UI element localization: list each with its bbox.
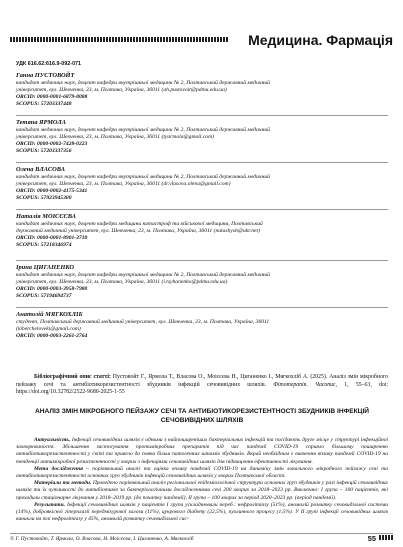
abstract-paragraph-label: Актуальність. [34, 437, 71, 443]
abstract-paragraph-text: – порівняльний аналіз та оцінка впливу пандемії COVID-19 на динаміку змін локального мікробного пейзажу сечі та антибіотикорезистентності основних груп збудників інфекцій сечовивідних шляхів у хворих Полтавської області. [16, 465, 388, 480]
header-stripe-decoration [10, 37, 228, 42]
author-block [16, 213, 376, 249]
author-scopus [16, 293, 376, 300]
author-affiliation-line: кандидат медичних наук, доцент кафедри внутрішньої медицини № 2, Полтавський державний медичний [16, 127, 270, 133]
abstract-paragraph-label: Матеріали та методи. [34, 480, 92, 487]
scopus-label: SCOPUS: [16, 242, 40, 248]
abstract-paragraph [16, 480, 388, 502]
author-divider [16, 162, 388, 163]
scopus-label: SCOPUS: [16, 148, 40, 154]
author-affiliation-line: кандидат медичних наук, доцент кафедри внутрішньої медицини № 2, Полтавський державний медичний [16, 80, 270, 86]
abstract-paragraph-label: Результати. [34, 501, 66, 508]
author-divider [16, 307, 388, 308]
abstract-paragraph-text: Проведено порівняльний аналіз регіональної епідеміологічної структури основних груп збудників у разі інфекцій сечовивідних шляхів та їх чутливості до антибіотиків за бактеріологічними дослідженнями сечі 200 хворих за 2018–2023 рр. Виключно: І група – 100 пацієнтів, які проходили стаціонарне лікування у 2018–2019 рр. (до початку пандемії), ІІ група – 100 хворих за період 2020–2023 рр. (період пандемії). [16, 480, 388, 501]
author-block [16, 166, 376, 202]
author-orcid [16, 94, 376, 101]
author-orcid [16, 333, 376, 340]
author-affiliation-line: (kibercheloveki@gmail.com) [16, 326, 81, 332]
abstract [16, 437, 388, 523]
author-name: Анатолій МЯГКОХЛІБ [16, 311, 83, 318]
article-title: АНАЛІЗ ЗМІН МІКРОБНОГО ПЕЙЗАЖУ СЕЧІ ТА АНТИБІОТИКОРЕЗИСТЕНТНОСТІ ЗБУДНИКІВ ІНФЕКЦІЙ СЕЧОВИВІДНИХ ШЛЯХІВ [34, 408, 370, 424]
author-name: Олена ВЛАСОВА [16, 166, 65, 173]
orcid-value: 0000-0002-7428-0223 [37, 141, 88, 147]
author-affiliation-line: студент, Полтавський державний медичний університет, вул. Шевченка, 23, м. Полтава, Україна, 36011 [16, 319, 270, 325]
udk-code: УДК 616.62:616.9-092-071 [16, 61, 82, 67]
scopus-value: 57923945300 [40, 195, 72, 201]
author-name: Наталія МОІСЄЄВА [16, 213, 77, 220]
orcid-value: 0000-0001-8901-3710 [37, 235, 88, 241]
journal-section-title: Медицина. Фармація [248, 32, 393, 48]
biblio-text: Пустовойт Г., Ярмола Т., Власова О., Моісєєва Н., Циганенко І., Мягкохліб А. (2025). Аналіз змін мікробного пейзажу сечі та антибіотикорезистентності збудників інфекцій сечовивідних шляхів. [16, 374, 388, 388]
author-name: Ірина ЦИГАНЕНКО [16, 264, 75, 271]
journal-header [10, 30, 393, 50]
author-scopus [16, 148, 376, 155]
orcid-value: 0000-0001-6879-8088 [37, 94, 88, 100]
scopus-label: SCOPUS: [16, 293, 40, 299]
biblio-journal: Фітотерапія. Часопис, [273, 381, 338, 388]
author-affiliation-line: університет, вул. Шевченка, 23, м. Полтава, Україна, 36011 (tyarmola@gmail.com) [16, 134, 214, 140]
abstract-paragraph [16, 466, 388, 480]
bibliographic-description [16, 374, 388, 397]
author-divider [16, 260, 388, 261]
author-name: Ганна ПУСТОВОЙТ [16, 72, 75, 79]
author-block [16, 264, 376, 300]
author-scopus [16, 101, 376, 108]
author-divider [16, 209, 388, 210]
author-block [16, 311, 376, 340]
author-affiliation-line: кандидат медичних наук, доцент кафедри внутрішньої медицини № 2, Полтавський державний медичний [16, 272, 270, 278]
orcid-label: ORCID: [16, 94, 36, 100]
author-scopus [16, 195, 376, 202]
author-affiliation-line: державний медичний університет, вул. Шевченка, 23, м. Полтава, Україна, 36011 (natashysh@ukr.net) [16, 228, 260, 234]
author-scopus [16, 242, 376, 249]
author-block [16, 72, 376, 108]
author-affiliation-line: університет, вул. Шевченка, 23, м. Полтава, Україна, 36011 (ah.pustovoit@pdmu.edu.ua) [16, 87, 227, 93]
abstract-paragraph-text: Інфекції сечовивідних шляхів є одними з найпоширеніших бактеріальних інфекцій та посідають друге місце у структурі інфекційної захворюваності. Збільшення застосування протимікробних препаратів під час пандемії COVID-19 сприяло більшому поширенню антибіотикорезистентності у світі та привело до появи більш патогенних штамів збудників. Вкрай необхідним є вивчення впливу пандемії COVID-19 на тенденції антимікробної резистентності у хворих з інфекціями сечовивідних шляхів для підвищення ефективності лікування. [16, 437, 388, 465]
scopus-value: 57203337448 [40, 101, 72, 107]
orcid-label: ORCID: [16, 188, 36, 194]
orcid-value: 0000-0003-3958-7980 [37, 286, 88, 292]
scopus-value: 57218346974 [40, 242, 72, 248]
author-affiliation-line: університет, вул. Шевченка, 23, м. Полтава, Україна, 36011 (dr.vlasova.olena@gmail.com) [16, 181, 231, 187]
footer-rule [10, 533, 393, 534]
author-orcid [16, 235, 376, 242]
author-divider [16, 115, 388, 116]
author-block [16, 119, 376, 155]
orcid-label: ORCID: [16, 286, 36, 292]
orcid-label: ORCID: [16, 333, 36, 339]
orcid-label: ORCID: [16, 141, 36, 147]
footer-copyright: © Г. Пустовойт, Т. Ярмола, О. Власова, Н. Моісєєва, І. Циганенко, А. Мягкохліб [10, 536, 194, 542]
footer-stripe-decoration [379, 535, 393, 540]
author-name: Тетяна ЯРМОЛА [16, 119, 67, 126]
author-orcid [16, 286, 376, 293]
scopus-label: SCOPUS: [16, 195, 40, 201]
author-affiliation-line: кандидат медичних наук, доцент кафедри медицини катастроф та військової медицини, Полтавський [16, 221, 263, 227]
scopus-value: 57194694737 [40, 293, 72, 299]
abstract-paragraph-text: Інфекції сечовивідних шляхів у пацієнтів І групи ускладнювали переб.: нефролітіазу (51%), аномалій розвитку сечовидільної системи (14%), доброякісної гіперплазії передміхурової залози (11%), цукрового діабету (22,5%), пухлинного процесу (1,5%). У ІІ групі інфекції сечовивідних шляхів виникли на тлі нефролітіазу у 45%, аномалій розвитку сечовидільної сис- [16, 501, 389, 523]
author-affiliation-line: кандидат медичних наук, доцент кафедри внутрішньої медицини № 2, Полтавський державний медичний [16, 174, 270, 180]
scopus-label: SCOPUS: [16, 101, 40, 107]
abstract-paragraph-label: Мета дослідження [34, 465, 84, 472]
abstract-paragraph [16, 437, 388, 466]
author-orcid [16, 188, 376, 195]
orcid-label: ORCID: [16, 235, 36, 241]
scopus-value: 57203337356 [40, 148, 72, 154]
author-orcid [16, 141, 376, 148]
page-number: 55 [367, 534, 376, 543]
orcid-value: 0000-0003-2261-2764 [37, 333, 88, 339]
orcid-value: 0000-0002-4175-5341 [37, 188, 88, 194]
biblio-pages: 1, 55–63, doi: https://doi.org/10.32782/2522-9680-2025-1-55 [16, 381, 388, 396]
author-affiliation-line: університет, вул. Шевченка, 23, м. Полтава, Україна, 36011 (i.tsyhanenko@pdmu.edu.ua) [16, 279, 228, 285]
biblio-label: Бібліографічний опис статті: [34, 374, 111, 380]
abstract-paragraph [16, 502, 388, 524]
